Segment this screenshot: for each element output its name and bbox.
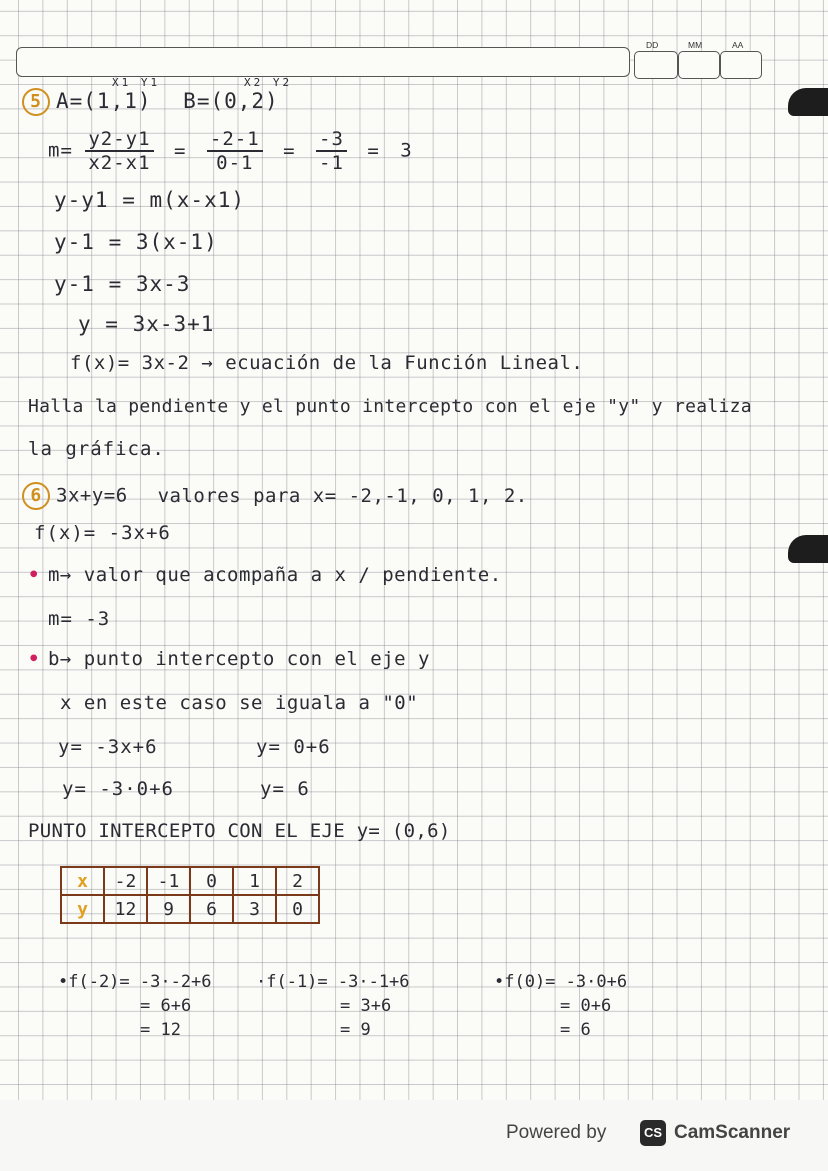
calc-left-2: y= -3·0+6 bbox=[62, 778, 174, 800]
binder-ring-middle bbox=[788, 535, 828, 563]
date-year-box bbox=[720, 51, 762, 79]
table-cell: -1 bbox=[147, 867, 190, 895]
slope-simplified-fraction: $\frac{-3}{-1}$ bbox=[316, 128, 347, 174]
table-cell: 9 bbox=[147, 895, 190, 923]
table-cell: 2 bbox=[276, 867, 319, 895]
eval-3-line-3: = 6 bbox=[560, 1020, 591, 1040]
instruction-line-2: la gráfica. bbox=[28, 438, 165, 460]
eval-1-line-3: = 12 bbox=[140, 1020, 181, 1040]
subscripts-b: X2 Y2 bbox=[244, 76, 293, 89]
eval-1-line-1: •f(-2)= -3·-2+6 bbox=[58, 972, 212, 992]
eval-1-line-2: = 6+6 bbox=[140, 996, 192, 1016]
table-cell: 3 bbox=[233, 895, 276, 923]
instruction-line-1: Halla la pendiente y el punto intercepto con el eje "y" y realiza bbox=[28, 396, 752, 417]
m-definition: m→ valor que acompaña a x / pendiente. bbox=[47, 564, 502, 586]
date-day-label: DD bbox=[646, 40, 659, 50]
camscanner-name: CamScanner bbox=[674, 1122, 791, 1143]
eval-2-line-2: = 3+6 bbox=[340, 996, 392, 1016]
slope-values-fraction: $\frac{-2-1}{0-1}$ bbox=[207, 128, 263, 174]
section-5-line bbox=[22, 88, 279, 116]
section-5-number: 5 bbox=[22, 88, 50, 116]
x-zero-note: x en este caso se iguala a "0" bbox=[60, 692, 419, 714]
table-cell: 0 bbox=[276, 895, 319, 923]
table-row-y bbox=[61, 895, 319, 923]
b-definition: b→ punto intercepto con el eje y bbox=[47, 648, 430, 670]
b-definition-line: • b→ punto intercepto con el eje y bbox=[28, 648, 430, 670]
point-b: B=(0,2) bbox=[183, 89, 279, 113]
function-6: f(x)= -3x+6 bbox=[34, 522, 171, 544]
table-cell: 0 bbox=[190, 867, 233, 895]
point-slope-formula: y-y1 = m(x-x1) bbox=[54, 188, 246, 212]
m-value: m= -3 bbox=[48, 608, 111, 630]
values-table bbox=[60, 866, 320, 924]
step-3: y = 3x-3+1 bbox=[78, 312, 215, 336]
camscanner-logo-icon: CS bbox=[640, 1120, 666, 1146]
slope-prefix: m= bbox=[48, 139, 73, 162]
date-year-label: AA bbox=[732, 40, 744, 50]
calc-right-1: y= 0+6 bbox=[256, 736, 331, 758]
x-values: valores para x= -2,-1, 0, 1, 2. bbox=[157, 484, 528, 507]
powered-by-label: Powered by bbox=[506, 1122, 607, 1143]
section-6-line bbox=[22, 482, 528, 510]
step-2: y-1 = 3x-3 bbox=[54, 272, 191, 296]
date-month-box bbox=[678, 51, 720, 79]
table-cell: 12 bbox=[104, 895, 147, 923]
table-y-label: y bbox=[61, 895, 104, 923]
table-cell: 6 bbox=[190, 895, 233, 923]
step-1: y-1 = 3(x-1) bbox=[54, 230, 218, 254]
eval-3-line-2: = 0+6 bbox=[560, 996, 612, 1016]
calc-right-2: y= 6 bbox=[260, 778, 310, 800]
slope-result: 3 bbox=[400, 139, 413, 162]
binder-ring-top bbox=[788, 88, 828, 116]
date-day-box bbox=[634, 51, 678, 79]
date-month-label: MM bbox=[688, 40, 703, 50]
point-a: A=(1,1) bbox=[56, 89, 152, 113]
equation: 3x+y=6 bbox=[56, 484, 128, 507]
table-cell: -2 bbox=[104, 867, 147, 895]
slope-formula-fraction: $\frac{y2-y1}{x2-x1}$ bbox=[85, 128, 153, 174]
intercept-result: PUNTO INTERCEPTO CON EL EJE y= (0,6) bbox=[28, 820, 451, 842]
subscripts-a: X1 Y1 bbox=[112, 76, 161, 89]
table-x-label: x bbox=[61, 867, 104, 895]
linear-function-result: f(x)= 3x-2 → ecuación de la Función Lineal. bbox=[70, 352, 584, 374]
eval-3-line-1: •f(0)= -3·0+6 bbox=[494, 972, 628, 992]
m-definition-line: • m→ valor que acompaña a x / pendiente. bbox=[28, 564, 502, 586]
header-title-box bbox=[16, 47, 630, 77]
section-6-number: 6 bbox=[22, 482, 50, 510]
table-row-x bbox=[61, 867, 319, 895]
calc-left-1: y= -3x+6 bbox=[58, 736, 158, 758]
table-cell: 1 bbox=[233, 867, 276, 895]
eval-2-line-3: = 9 bbox=[340, 1020, 371, 1040]
slope-calculation: m= $\frac{y2-y1}{x2-x1}$ = $\frac{-2-1}{0-1}$ = $\frac{-3}{-1}$ = 3 bbox=[48, 128, 413, 174]
eval-2-line-1: ·f(-1)= -3·-1+6 bbox=[256, 972, 410, 992]
